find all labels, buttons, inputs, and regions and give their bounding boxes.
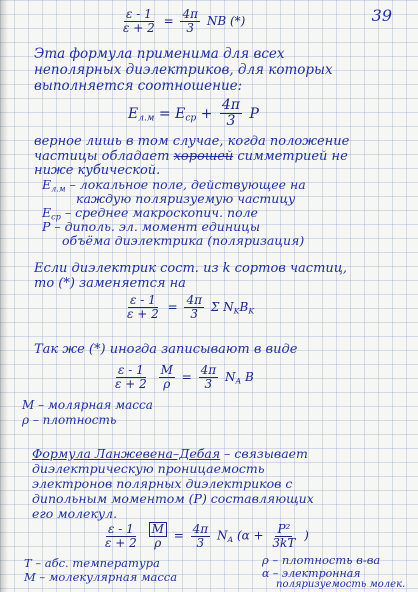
paragraph-line: его молекул. xyxy=(32,506,118,521)
formula-clausius-mossotti: $\frac{\varepsilon - 1}{\varepsilon + 2}$ = $\frac{4\pi}{3}$ NB (*) xyxy=(123,7,246,36)
paragraph-line: выполняется соотношение: xyxy=(34,78,243,94)
fraction: $\frac{M}{\rho}$ xyxy=(149,522,167,550)
definition-line: M – молярная масса xyxy=(22,398,153,412)
paragraph-line: верное лишь в том случае, когда положение xyxy=(34,134,350,149)
definition-line: каждую поляризуемую частицу xyxy=(76,191,296,206)
paragraph-line: электронов полярных диэлектриков с xyxy=(32,476,293,491)
paragraph-line: то (*) заменяется на xyxy=(34,276,186,291)
fraction: $\frac{M}{\rho}$ xyxy=(160,363,173,392)
paragraph-line: Так же (*) иногда записывают в виде xyxy=(34,342,298,357)
fraction: $\frac{\varepsilon - 1}{\varepsilon + 2}$ xyxy=(123,7,155,36)
fraction: $\frac{\varepsilon - 1}{\varepsilon + 2}$ xyxy=(105,521,137,550)
fraction: $\frac{4\pi}{3}$ xyxy=(200,363,217,392)
formula-molar: $\frac{\varepsilon - 1}{\varepsilon + 2}$ $\frac{M}{\rho}$ = $\frac{4\pi}{3}$ $N_A$ B xyxy=(115,363,254,392)
definition-line: $E_{л.м}$ – локальное поле, действующее на xyxy=(42,177,306,194)
formula-multi-species: $\frac{\varepsilon - 1}{\varepsilon + 2}$ = $\frac{4\pi}{3}$ Σ $N_KB_K$ xyxy=(127,293,255,322)
paragraph-line: частицы обладает хорошей симметрией не xyxy=(34,149,348,164)
fraction: $\frac{\text{P²}}{3kT}$ xyxy=(272,521,296,550)
page-edge-shadow xyxy=(0,0,8,592)
paragraph-line: Формула Ланжевена–Дебая – связывает xyxy=(32,446,308,461)
fraction: $\frac{\varepsilon - 1}{\varepsilon + 2}$ xyxy=(115,363,147,392)
definition-line: ρ – плотность в-ва xyxy=(262,553,381,567)
paragraph-line: Эта формула применима для всех xyxy=(34,46,285,62)
paragraph-line: неполярных диэлектриков, для которых xyxy=(34,62,333,78)
fraction: $\frac{4\pi}{3}$ xyxy=(186,293,203,322)
page-number: 39 xyxy=(371,6,392,25)
definition-line: T – абс. температура xyxy=(24,556,160,570)
paragraph-line: диэлектрическую проницаемость xyxy=(32,461,265,476)
definition-line: $E_{ср}$ – среднее макроскопич. поле xyxy=(42,205,258,222)
fraction: $\frac{\varepsilon - 1}{\varepsilon + 2}$ xyxy=(127,293,159,322)
definition-line: поляризуемость молек. xyxy=(276,579,406,590)
paragraph-line: дипольным моментом (P) составляющих xyxy=(32,491,314,506)
formula-local-field: $E_{л.м} = E_{ср}$ + $\frac{4\pi}{3}$ P xyxy=(128,97,259,130)
formula-langevin-debye: $\frac{\varepsilon - 1}{\varepsilon + 2}$ $\frac{M}{\rho}$ = $\frac{4\pi}{3}$ $N_A$ (α + $\frac{\text{P²}}{3kT}$ ) xyxy=(105,521,309,551)
definition-line: M – молекулярная масса xyxy=(24,570,178,584)
definition-line: α – электронная xyxy=(262,567,361,580)
paragraph-line: Если диэлектрик сост. из k сортов частиц, xyxy=(34,261,347,276)
definition-line: объёма диэлектрика (поляризация) xyxy=(62,233,305,248)
fraction: $\frac{4\pi}{3}$ xyxy=(192,521,209,550)
fraction: $\frac{4\pi}{3}$ xyxy=(182,7,199,36)
definition-line: ρ – плотность xyxy=(22,413,117,427)
fraction: $\frac{4\pi}{3}$ xyxy=(221,97,240,130)
paragraph-line: ниже кубической. xyxy=(34,163,161,178)
definition-line: P – диполь. эл. момент единицы xyxy=(42,219,261,234)
